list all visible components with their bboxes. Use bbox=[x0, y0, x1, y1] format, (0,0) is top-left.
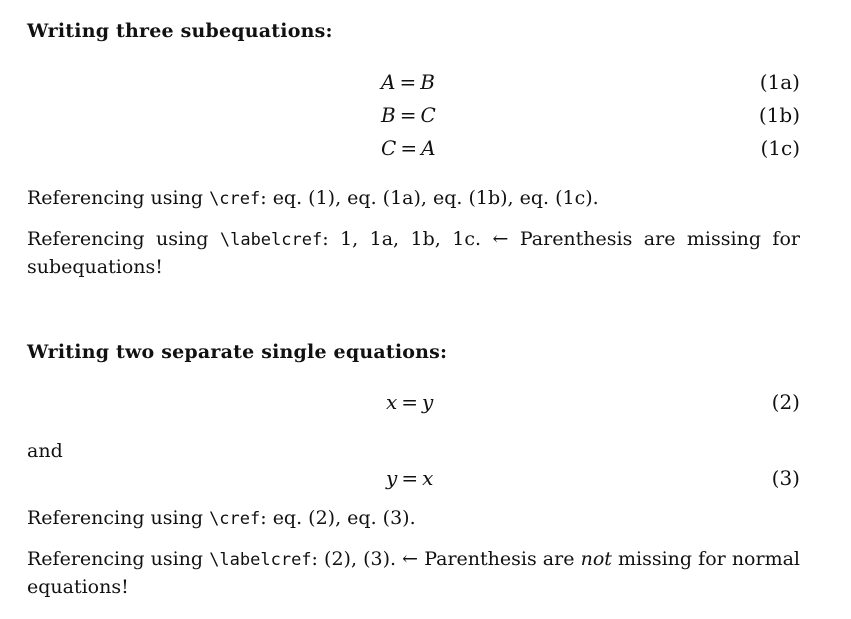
line-suffix: missing for normal equations! bbox=[27, 548, 801, 598]
between-text-and: and bbox=[27, 440, 63, 462]
equation-number-1b: (1b) bbox=[758, 103, 800, 127]
equation-lhs: B bbox=[381, 103, 396, 127]
equation-operator: = bbox=[400, 136, 418, 160]
equation-1c bbox=[381, 136, 436, 160]
line-prefix: Referencing using bbox=[27, 187, 210, 209]
equation-rhs: y bbox=[422, 390, 434, 414]
equation-operator: = bbox=[399, 103, 417, 127]
latex-command-cref: \cref bbox=[209, 509, 261, 529]
equation-rhs: x bbox=[422, 466, 434, 490]
equation-number-3: (3) bbox=[771, 466, 800, 490]
equation-rhs: C bbox=[420, 103, 436, 127]
equation-lhs: A bbox=[381, 70, 396, 94]
latex-command-labelcref: \labelcref bbox=[209, 550, 312, 570]
equation-rhs: A bbox=[421, 136, 436, 160]
labelcref-reference-paragraph-1 bbox=[27, 226, 800, 281]
emphasis-not: not bbox=[580, 548, 612, 570]
equation-lhs: x bbox=[386, 390, 398, 414]
equation-1b bbox=[381, 103, 436, 127]
latex-command-labelcref: \labelcref bbox=[219, 230, 323, 250]
line-prefix: Referencing using bbox=[27, 507, 210, 529]
section-heading-subequations: Writing three subequations: bbox=[27, 20, 333, 42]
equation-3 bbox=[386, 466, 433, 490]
line-prefix: Referencing using bbox=[27, 228, 220, 250]
line-suffix: : eq. (1), eq. (1a), eq. (1b), eq. (1c). bbox=[260, 187, 599, 209]
equation-2 bbox=[386, 390, 433, 414]
equation-number-1a: (1a) bbox=[759, 70, 800, 94]
labelcref-reference-paragraph-2 bbox=[27, 546, 800, 601]
line-suffix: : 1, 1a, 1b, 1c. ← Parenthesis are missing for subequations! bbox=[27, 228, 800, 278]
cref-reference-line-1 bbox=[27, 185, 800, 213]
equation-1a bbox=[381, 70, 435, 94]
line-prefix: Referencing using bbox=[27, 548, 210, 570]
equation-number-1c: (1c) bbox=[760, 136, 800, 160]
cref-reference-line-2 bbox=[27, 505, 800, 533]
line-middle: : (2), (3). ← Parenthesis are bbox=[311, 548, 581, 570]
latex-command-cref: \cref bbox=[209, 189, 261, 209]
equation-operator: = bbox=[401, 466, 419, 490]
equation-number-2: (2) bbox=[771, 390, 800, 414]
section-heading-single-equations: Writing two separate single equations: bbox=[27, 341, 448, 363]
equation-lhs: y bbox=[386, 466, 398, 490]
equation-operator: = bbox=[401, 390, 419, 414]
line-suffix: : eq. (2), eq. (3). bbox=[260, 507, 416, 529]
equation-rhs: B bbox=[420, 70, 435, 94]
equation-lhs: C bbox=[381, 136, 397, 160]
equation-operator: = bbox=[399, 70, 417, 94]
